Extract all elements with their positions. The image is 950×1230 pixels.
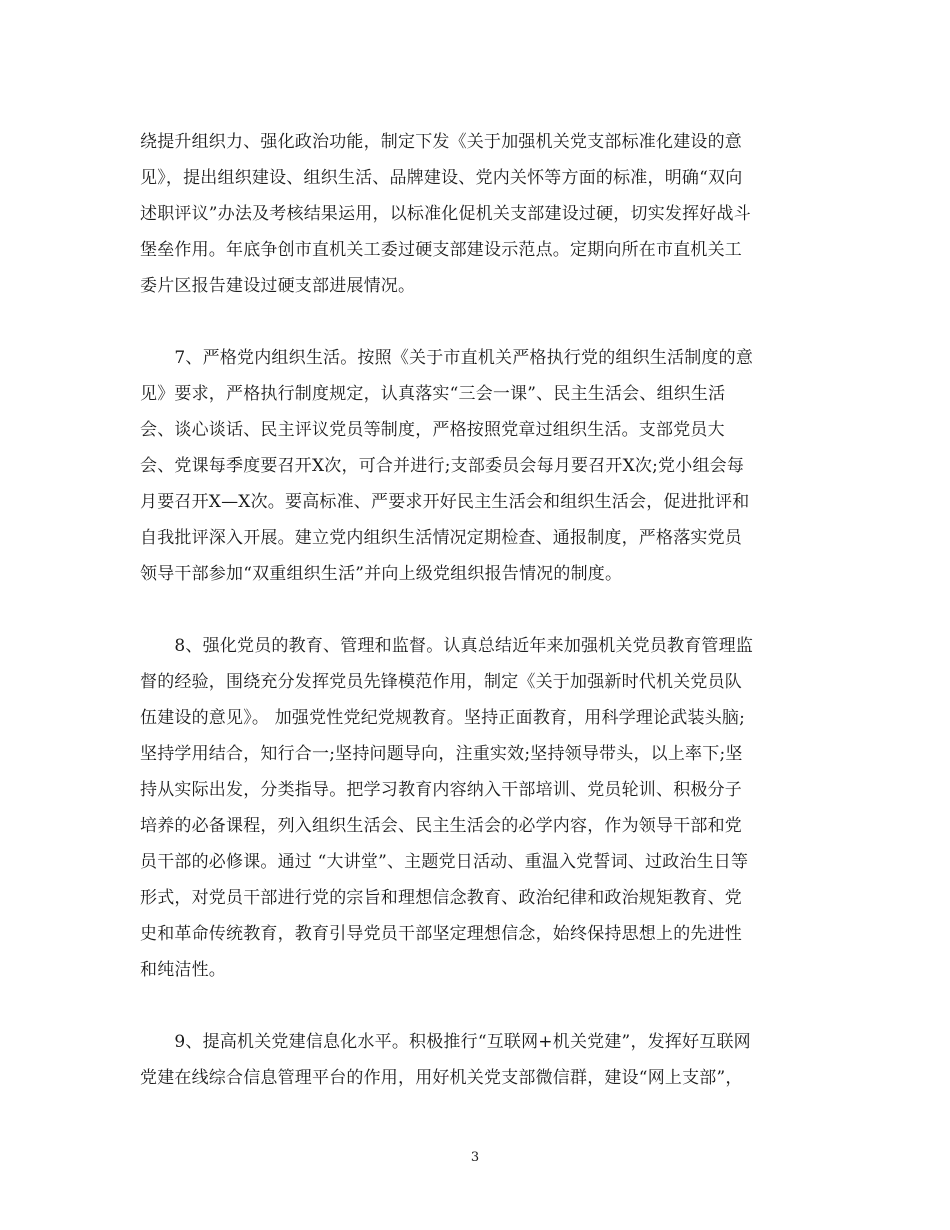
text-line: 持从实际出发，分类指导。把学习教育内容纳入干部培训、党员轮训、积极分子 [140,780,742,800]
text-line: 述职评议”办法及考核结果运用，以标准化促机关支部建设过硬，切实发挥好战斗 [140,204,751,224]
text-line: 史和革命传统教育，教育引导党员干部坚定理想信念，始终保持思想上的先进性 [140,924,742,944]
text-line: 员干部的必修课。通过 “大讲堂”、主题党日活动、重温入党誓词、过政治生日等 [140,852,749,872]
paragraph-continuation [140,124,820,304]
text-line: 绕提升组织力、强化政治功能，制定下发《关于加强机关党支部标准化建设的意 [140,132,742,152]
text-line: 形式，对党员干部进行党的宗旨和理想信念教育、政治纪律和政治规矩教育、党 [140,888,742,908]
text-line: 培养的必备课程，列入组织生活会、民主生活会的必学内容，作为领导干部和党 [140,816,742,836]
paragraph-9 [140,1024,820,1096]
paragraph-8 [140,628,820,988]
text-line: 7、严格党内组织生活。按照《关于市直机关严格执行党的组织生活制度的意 [140,348,754,368]
text-line: 会、党课每季度要召开X次，可合并进行;支部委员会每月要召开X次;党小组会每 [140,456,745,476]
text-line: 领导干部参加“双重组织生活”并向上级党组织报告情况的制度。 [140,564,623,584]
text-line: 党建在线综合信息管理平台的作用，用好机关党支部微信群，建设“网上支部”， [140,1068,743,1088]
page-number: 3 [470,1150,480,1165]
text-line: 8、强化党员的教育、管理和监督。认真总结近年来加强机关党员教育管理监 [140,636,754,656]
text-line: 见》，提出组织建设、组织生活、品牌建设、党内关怀等方面的标准，明确“双向 [140,168,743,188]
paragraph-spacer [140,304,820,340]
text-line: 9、提高机关党建信息化水平。积极推行“互联网+机关党建”，发挥好互联网 [140,1032,751,1052]
text-line: 委片区报告建设过硬支部进展情况。 [140,276,416,296]
text-line: 会、谈心谈话、民主评议党员等制度，严格按照党章过组织生活。支部党员大 [140,420,725,440]
paragraph-spacer [140,988,820,1024]
text-line: 和纯洁性。 [140,960,226,980]
text-line: 伍建设的意见》。 加强党性党纪党规教育。坚持正面教育，用科学理论武装头脑; [140,708,746,728]
text-line: 自我批评深入开展。建立党内组织生活情况定期检查、通报制度，严格落实党员 [140,528,742,548]
document-body [140,124,820,1096]
text-line: 见》要求，严格执行制度规定，认真落实“三会一课”、民主生活会、组织生活 [140,384,726,404]
text-line: 督的经验，围绕充分发挥党员先锋模范作用，制定《关于加强新时代机关党员队 [140,672,742,692]
paragraph-spacer [140,592,820,628]
paragraph-7 [140,340,820,592]
text-line: 堡垒作用。年底争创市直机关工委过硬支部建设示范点。定期向所在市直机关工 [140,240,742,260]
text-line: 坚持学用结合，知行合一;坚持问题导向，注重实效;坚持领导带头，以上率下;坚 [140,744,743,764]
text-line: 月要召开X—X次。要高标准、严要求开好民主生活会和组织生活会，促进批评和 [140,492,750,512]
